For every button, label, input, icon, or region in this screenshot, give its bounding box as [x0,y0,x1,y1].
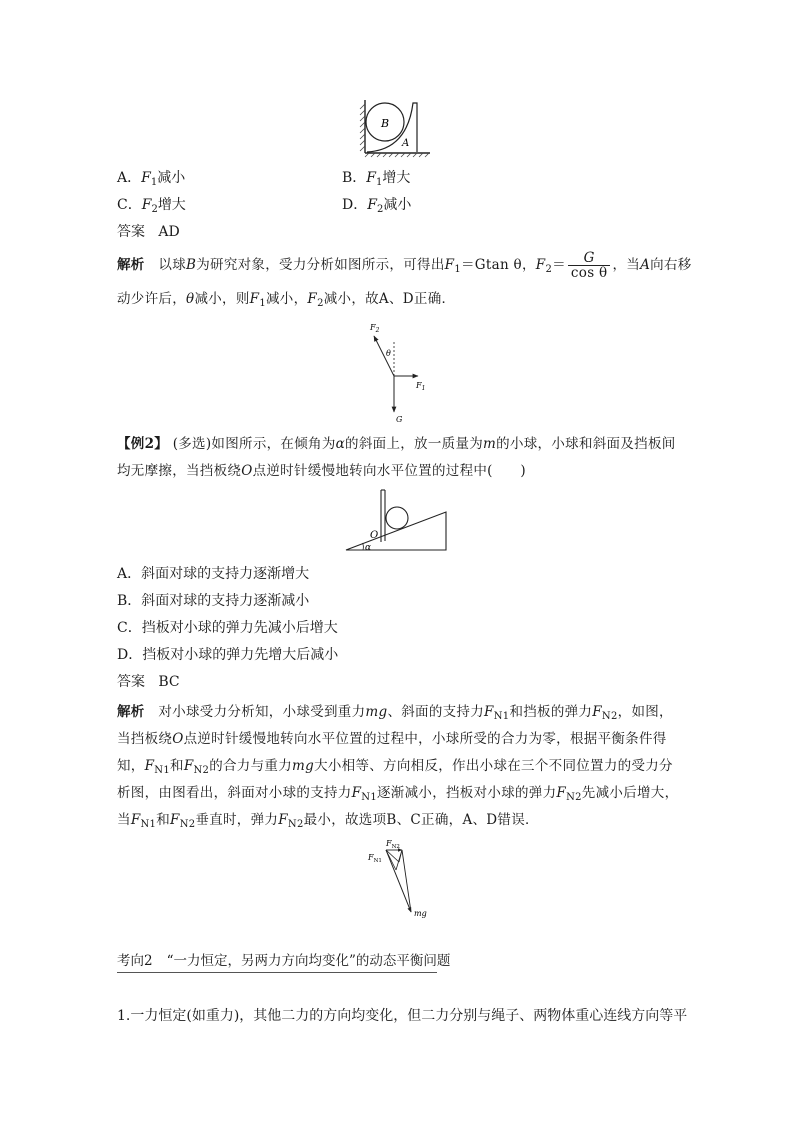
option-b[interactable]: B．$F_1$增大 [342,170,411,188]
label-f2: $F_2$ [370,323,380,334]
label-o: O [370,530,379,541]
label-theta: θ [386,349,391,358]
label-b: B [381,117,390,130]
label-fn2: $F_{N2}$ [386,839,400,850]
analysis-q1: 解析 以球B为研究对象，受力分析如图所示，可得出$F_1=Gtan$ θ，$F_2=$ $\frac{G}{\text{cos θ}}$ ，当A向右移 动少许后，θ减小，则$F_1$减小，$F_2$减小，故A、D正确． [117,250,692,309]
label-mg: mg [414,909,427,918]
ex2-option-b[interactable]: B．斜面对球的支持力逐渐减小 [117,593,310,609]
analysis-ex2: 解析 对小球受力分析知，小球受到重力mg、斜面的支持力$F_{N1}$和挡板的弹力$F_{N2}$，如图， 当挡板绕O点逆时针缓慢地转向水平位置的过程中，小球所受的合力为零，根据平衡条件得 知，$F_{N1}$和$F_{N2}$的合力与重力mg大小相等、方向相反，作出小球在三个不同位置力的受力分 析图，由图看出，斜面对小球的支持力$F_{N1}$逐渐减小，挡板对小球的弹力$F_{N2}$先减小后增大， 当$F_{N1}$和$F_{N2}$垂直时，弹力$F_{N2}$最小，故选项B、C正确，A、D错误． [117,704,679,830]
point-1: 1.一力恒定(如重力)，其他二力的方向均变化，但二力分别与绳子、两物体重心连线方向等平 [117,1008,688,1024]
answer-q1: 答案 AD [117,224,180,240]
example-2-stem: 【例2】 (多选)如图所示，在倾角为α的斜面上，放一质量为m的小球，小球和斜面及挡板间 均无摩擦，当挡板绕O点逆时针缓慢地转向水平位置的过程中( ) [117,436,676,479]
option-a[interactable]: A．$F_1$减小 [117,170,186,188]
option-d[interactable]: D．$F_2$减小 [342,197,412,215]
answer-ex2: 答案 BC [117,674,180,690]
example-tag: 【例2】 [117,436,169,452]
ex2-option-d[interactable]: D．挡板对小球的弹力先增大后减小 [117,647,339,663]
ex2-option-a[interactable]: A．斜面对球的支持力逐渐增大 [117,566,310,582]
direction-title: “一力恒定，另两力方向均变化”的动态平衡问题 [166,953,451,969]
option-c[interactable]: C．$F_2$增大 [117,197,186,215]
direction-tag: 考向2 [117,953,153,969]
ball-block-figure [355,98,435,158]
ex2-option-c[interactable]: C．挡板对小球的弹力先减小后增大 [117,620,338,636]
incline-figure [343,488,451,554]
label-f1: $F_1$ [416,381,426,392]
direction-2-heading [117,950,451,973]
label-a: A [402,138,410,149]
force-triangle-figure [366,836,436,920]
force-diagram-1 [362,318,442,428]
label-fn1: $F_{N1}$ [368,853,382,864]
label-alpha: α [365,543,372,553]
fraction: $\frac{G}{\text{cos θ}}$ [568,251,611,280]
label-g: G [396,415,403,424]
